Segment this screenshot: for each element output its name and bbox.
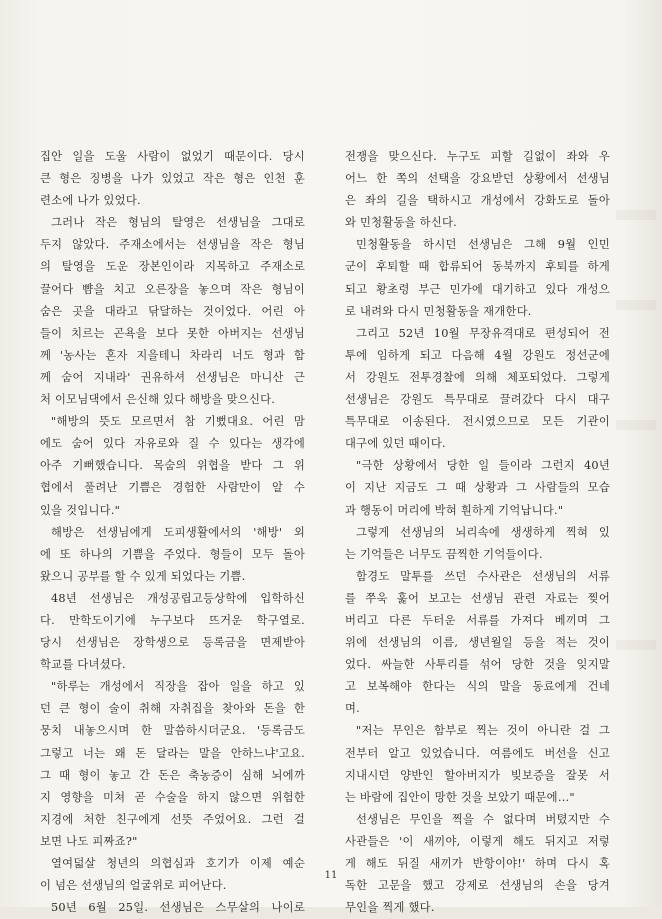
text-line: "하루는 개성에서 직장을 잡아 일을 하고 있 [51, 680, 305, 694]
text-line: 되고 황초령 부근 민가에 대기하고 있다 개성으 [345, 282, 610, 296]
text-line: 지내시던 양반인 할아버지가 빚보증을 잘못 서 [345, 768, 610, 782]
text-line: "저는 무인은 함부로 찍는 것이 아니란 걸 그 [356, 724, 610, 738]
text-line: 로 내려와 다시 민청활동을 재개한다. [345, 304, 532, 318]
text-line: 대구에 있던 때이다. [345, 437, 446, 451]
text-line: 민청활동을 하시던 선생님은 그해 9월 인민 [356, 238, 610, 252]
page-number: 11 [324, 870, 338, 881]
text-line: 그리고 52년 10월 무장유격대로 편성되어 전 [356, 326, 610, 340]
text-line: 50년 6월 25일. 선생님은 스무살의 나이로 [51, 901, 305, 915]
text-line: 군이 후퇴할 때 합류되어 동북까지 후퇴를 하게 [345, 260, 610, 274]
text-line: 이 지난 지금도 그 때 상황과 그 사람들의 모습 [345, 481, 610, 495]
text-line: 은 좌의 길을 택하시고 개성에서 강화도로 돌아 [345, 194, 610, 208]
text-line: 과 행동이 머리에 박혀 훤하게 기억납니다." [345, 503, 564, 517]
text-line: 전쟁을 맞으신다. 누구도 피할 길없이 좌와 우 [345, 150, 610, 163]
text-line: 선생님은 강원도 특무대로 끌려갔다 다시 대구 [345, 393, 610, 407]
text-line: 전부터 알고 있었습니다. 여름에도 버선을 신고 [345, 746, 610, 760]
text-line: 며. [345, 702, 361, 716]
bleed-through-mark [616, 300, 656, 310]
text-line: 어느 한 쪽의 선택을 강요받던 상황에서 선생님 [345, 172, 610, 186]
text-line: 이 넘은 선생님의 얼굴위로 피어난다. [40, 879, 227, 893]
text-line: 의 탈영을 도운 장본인이라 지목하고 주재소로 [40, 260, 305, 274]
text-line: 련소에 나가 있었다. [40, 194, 141, 208]
text-line: 왔으니 공부를 할 수 있게 되었다는 기쁨. [40, 569, 246, 583]
text-line: 는 바람에 집안이 망한 것을 보았기 때문에…" [345, 790, 575, 804]
text-line: 그 때 형이 놓고 간 돈은 축농증이 심해 뇌에까 [40, 768, 305, 782]
text-line: 와 민청활동을 하신다. [345, 216, 457, 230]
text-line: 께 숨어 지내라' 권유하셔 선생님은 마니산 근 [40, 370, 305, 384]
text-line: 에 또 하나의 기쁨을 주었다. 형들이 모두 돌아 [40, 547, 305, 561]
text-line: "극한 상황에서 당한 일 들이라 그런지 40년 [356, 459, 610, 473]
text-line: 지 영향을 미쳐 곧 수술을 하지 않으면 위험한 [40, 790, 305, 804]
text-line: 협에서 풀려난 기쁨은 경험한 사람만이 알 수 [40, 481, 305, 495]
text-line: 숨은 곳을 대라고 닦달하는 것이었다. 어린 아 [40, 304, 305, 318]
left-text-column [40, 146, 305, 919]
text-line: 특무대로 이송된다. 전시였으므로 모든 기관이 [345, 415, 610, 429]
text-line: 그러나 작은 형님의 탈영은 선생님을 그대로 [51, 216, 305, 230]
text-line: 열여덟살 청년의 의협심과 호기가 이제 예순 [51, 857, 305, 870]
text-line: 께 '농사는 혼자 지을테니 차라리 너도 형과 함 [40, 348, 305, 362]
bleed-through-mark [616, 420, 656, 430]
text-line: 투에 임하게 되고 다음해 4월 강원도 정선군에 [345, 348, 610, 362]
text-line: 48년 선생님은 개성공립고등상학에 입학하신 [51, 591, 305, 605]
text-line: 해방은 선생님에게 도피생활에서의 '해방' 외 [51, 525, 305, 539]
text-line: 는 기억들은 너무도 끔찍한 기억들이다. [345, 547, 543, 561]
text-line: 큰 형은 징병을 나가 있었고 작은 형은 인천 훈 [40, 172, 305, 186]
text-line: 게 해도 뒤질 새끼가 반항이야!' 하며 다시 혹 [345, 857, 610, 870]
text-line: 끌어다 뺨을 치고 오른장을 놓으며 작은 형님이 [40, 282, 305, 296]
text-line: 사관들은 '이 새끼야, 이렇게 해도 뒤지고 저렇 [345, 834, 610, 848]
text-line: 독한 고문을 했고 강제로 선생님의 손을 당겨 [345, 879, 610, 893]
text-line: 위에 선생님의 이름, 생년월일 등을 적는 것이 [345, 636, 610, 650]
text-line: 뭉치 내놓으시며 한 말씀하시더군요. '등록금도 [40, 724, 305, 738]
text-line: "해방의 뜻도 모르면서 참 기뻤대요. 어린 맘 [51, 415, 305, 429]
text-line: 었다. 싸늘한 사투리를 섞어 당한 것을 잊지말 [345, 658, 610, 672]
text-line: 있을 것입니다." [40, 503, 121, 517]
text-line: 그렇고 너는 왜 돈 달라는 말을 안하느냐'고요. [40, 746, 305, 760]
text-line: 지경에 처한 친구에게 선뜻 주었어요. 그런 걸 [40, 812, 305, 826]
text-line: 선생님은 무인을 찍을 수 없다며 버텼지만 수 [356, 812, 610, 826]
right-text-column [345, 146, 610, 919]
text-line: 두지 않았다. 주재소에서는 선생님을 작은 형님 [40, 238, 305, 252]
text-line: 당시 선생님은 장학생으로 등록금을 면제받아 [40, 636, 305, 650]
bleed-through-mark [616, 210, 656, 220]
bleed-through-mark [616, 640, 656, 650]
text-line: 서 강원도 전투경찰에 의해 체포되었다. 그렇게 [345, 370, 610, 384]
text-line: 들이 치르는 곤욕을 보다 못한 아버지는 선생님 [40, 326, 305, 340]
text-line: 학교를 다녀셨다. [40, 658, 126, 672]
text-line: 다. 만학도이기에 누구보다 뜨거운 학구열로. [40, 613, 305, 627]
text-line: 고 보복해야 한다는 식의 말을 동료에게 건네 [345, 680, 610, 694]
text-line: 에도 숨어 있다 자유로와 질 수 있다는 생각에 [40, 437, 305, 451]
text-line: 처 이모님댁에서 은신해 있다 해방을 맞으신다. [40, 393, 276, 407]
text-line: 보면 나도 피짜죠?" [40, 834, 138, 848]
text-line: 를 쭈욱 훑어 보고는 선생님 관련 자료는 찢어 [345, 591, 610, 605]
text-line: 집안 일을 도울 사람이 없었기 때문이다. 당시 [40, 150, 305, 163]
text-line: 함경도 말투를 쓰던 수사관은 선생님의 서류 [356, 569, 610, 583]
text-line: 아주 기뻐했습니다. 목숨의 위협을 받다 그 위 [40, 459, 305, 473]
text-line: 무인을 찍게 했다. [345, 901, 435, 915]
text-line: 그렇게 선생님의 뇌리속에 생생하게 찍혀 있 [356, 525, 610, 539]
text-line: 버리고 다른 두터운 서류를 가져다 베끼며 그 [345, 613, 610, 627]
text-line: 던 큰 형이 술이 취해 자취집을 찾아와 돈을 한 [40, 702, 305, 716]
